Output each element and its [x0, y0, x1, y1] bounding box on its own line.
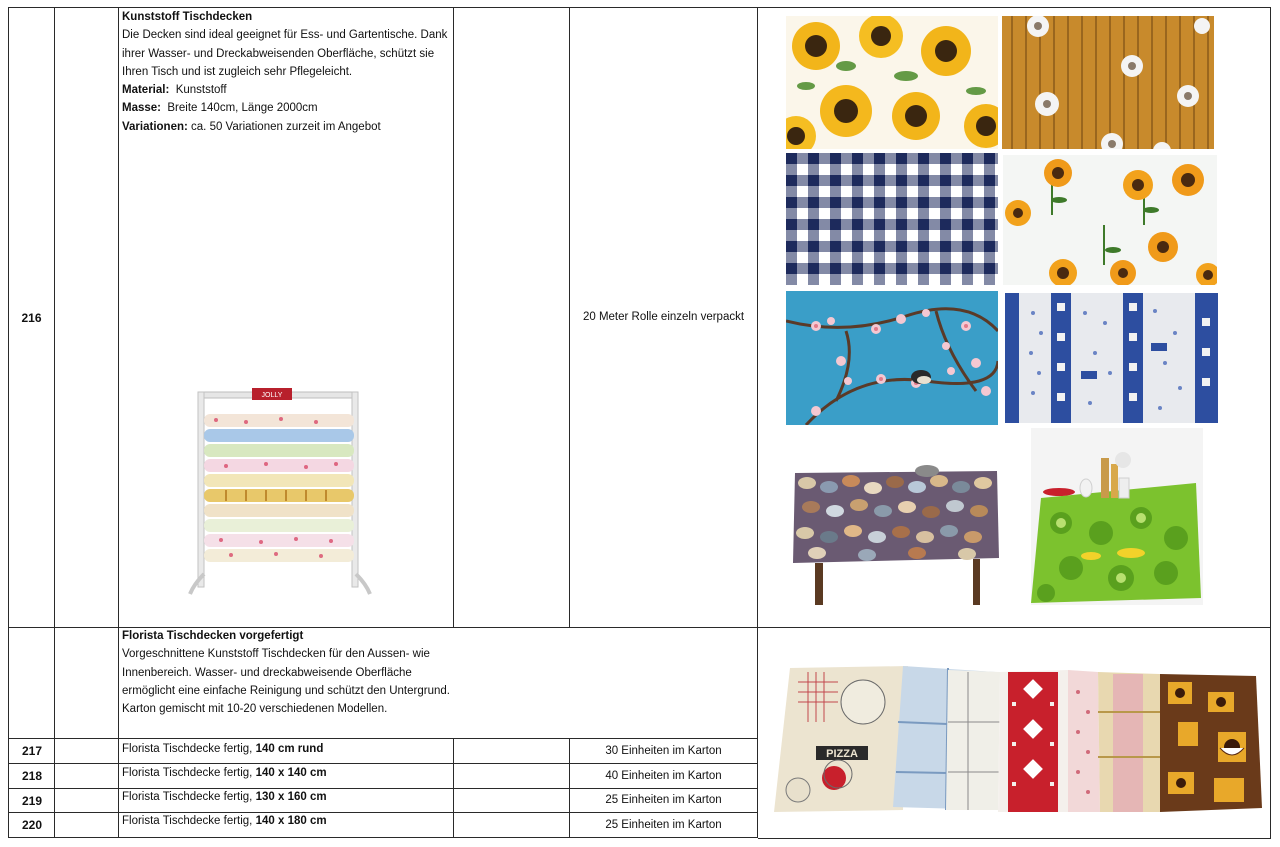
product-description-cell — [122, 8, 452, 136]
roll-rack-image — [186, 384, 376, 599]
item-packaging: 25 Einheiten im Karton — [605, 818, 722, 831]
row-number: 219 — [22, 793, 43, 808]
row-number: 220 — [22, 818, 43, 832]
navy-gingham-swatch — [786, 153, 998, 285]
row-number: 217 — [22, 744, 43, 758]
pebble-tablecloth-photo — [787, 463, 1001, 608]
table-border — [453, 738, 454, 838]
item-name: Florista Tischdecke fertig, 140 x 140 cm — [122, 766, 327, 779]
item-name: Florista Tischdecke fertig, 140 cm rund — [122, 742, 324, 755]
table-border — [8, 837, 758, 838]
product-description: Die Decken sind ideal geeignet für Ess- und Gartentische. Dank ihrer Wasser- und Dreckabweisenden Oberfläche, schützt sie Ihren Tisch und ist zugleich sehr Pflegeleicht. — [122, 29, 448, 78]
spec-masse: Masse: Breite 140cm, Länge 2000cm — [122, 102, 318, 115]
spec-variationen: Variationen: ca. 50 Variationen zurzeit im Angebot — [122, 120, 381, 133]
rack-sign-text: JOLLY — [261, 392, 283, 399]
item-packaging: 40 Einheiten im Karton — [605, 769, 722, 782]
table-border — [54, 7, 55, 838]
florista-description: Vorgeschnittene Kunststoff Tischdecken für den Aussen- wie Innenbereich. Wasser- und dreckabweisende Oberfläche ermöglicht eine einfache Reinigung und schützt den Untergrund. Karton gemischt mit 10-20 verschiedenen Modellen. — [122, 648, 450, 716]
row-number: 218 — [22, 769, 43, 783]
product-title: Kunststoff Tischdecken — [122, 11, 253, 23]
table-border — [1270, 7, 1271, 839]
packaging-cell — [570, 8, 757, 627]
table-border — [118, 7, 119, 838]
cherry-blossom-swatch — [786, 291, 998, 425]
florista-tablecloths-image — [768, 662, 1266, 814]
item-name: Florista Tischdecke fertig, 140 x 180 cm — [122, 814, 327, 827]
florista-description-cell — [122, 627, 452, 718]
row-number — [9, 8, 54, 627]
bamboo-daisy-swatch — [1002, 16, 1214, 149]
spec-material: Material: Kunststoff — [122, 84, 227, 97]
sunflower-white-swatch — [1003, 155, 1217, 285]
packaging-text: 20 Meter Rolle einzeln verpackt — [582, 311, 745, 324]
table-border — [758, 838, 1271, 839]
item-packaging: 25 Einheiten im Karton — [605, 794, 722, 807]
nordic-reindeer-swatch — [1005, 293, 1218, 423]
pizza-label-text: PIZZA — [826, 748, 858, 760]
item-packaging: 30 Einheiten im Karton — [605, 744, 722, 757]
item-name: Florista Tischdecke fertig, 130 x 160 cm — [122, 790, 327, 803]
row-number-label: 216 — [21, 310, 42, 325]
table-border — [453, 7, 454, 628]
table-border — [757, 7, 758, 838]
florista-title: Florista Tischdecken vorgefertigt — [122, 630, 304, 642]
green-fruit-tablecloth-photo — [1031, 428, 1203, 605]
sunflower-tablecloth-swatch — [786, 16, 998, 149]
